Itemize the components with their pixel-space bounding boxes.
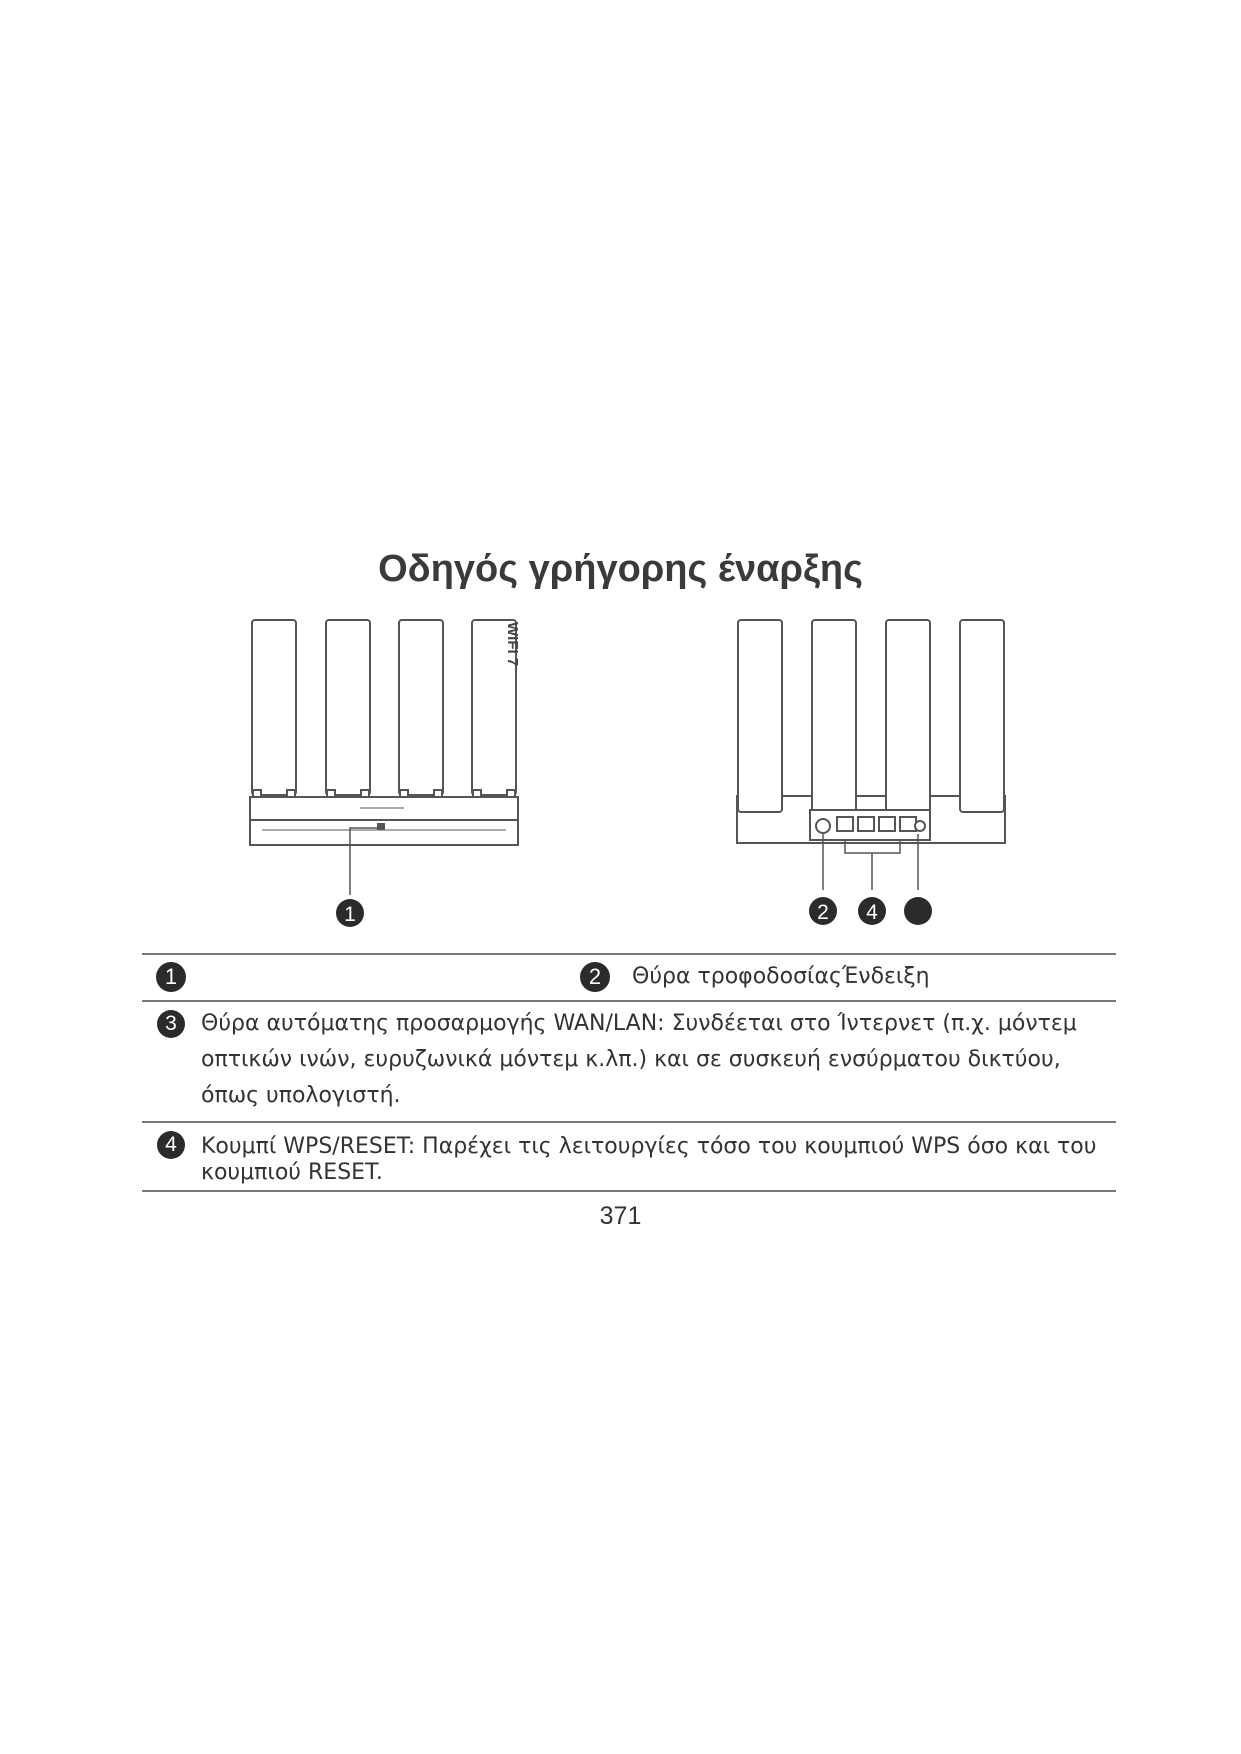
item-2-marker: 2 — [580, 962, 610, 992]
page-title: Οδηγός γρήγορης έναρξης — [378, 548, 863, 590]
item-3-marker: 3 — [157, 1010, 185, 1038]
callout-2-label: 2 — [817, 901, 829, 924]
callout-4-label: 4 — [866, 901, 878, 924]
item-2-text: Θύρα τροφοδοσίαςΈνδειξη — [632, 964, 930, 989]
callout-4 — [858, 897, 886, 925]
page-number: 371 — [599, 1202, 642, 1230]
wifi-logo-label: WIFI 7 — [504, 622, 521, 667]
callout-1 — [336, 899, 364, 927]
table-rule-top — [142, 953, 1116, 955]
router-front-view — [250, 620, 518, 895]
item-1-marker: 1 — [156, 962, 186, 992]
table-rule — [142, 1121, 1116, 1123]
item-4-marker: 4 — [157, 1131, 185, 1159]
item-3-text: Θύρα αυτόματης προσαρμογής WAN/LAN: Συνδέεται στο Ίντερνετ (π.χ. μόντεμ οπτικών ινών, ευρυζωνικά μόντεμ κ.λπ.) και σε συσκευή ενσύρματου δικτύου, όπως υπολογιστή. — [201, 1011, 1077, 1108]
table-rule-bottom — [142, 1190, 1116, 1192]
callout-3-dot — [904, 897, 932, 925]
router-back-view — [737, 620, 1005, 890]
item-4-text: Κουμπί WPS/RESET: Παρέχει τις λειτουργίες τόσο του κουμπιού WPS όσο και του κουμπιού RESET. — [201, 1134, 1097, 1185]
callout-1-label: 1 — [344, 903, 356, 926]
callout-2 — [809, 897, 837, 925]
table-rule — [142, 1000, 1116, 1002]
